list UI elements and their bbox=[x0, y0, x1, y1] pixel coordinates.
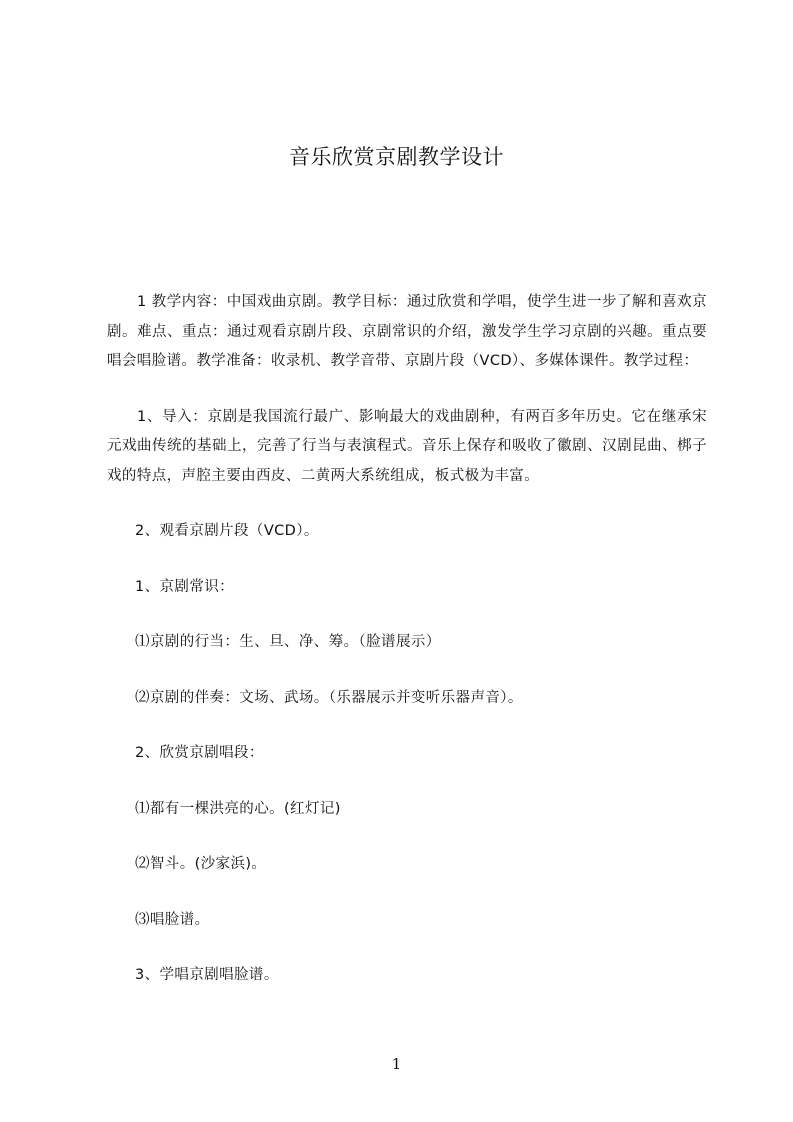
paragraph-teaching-plan: 1 教学内容：中国戏曲京剧。教学目标：通过欣赏和学唱，使学生进一步了解和喜欢京剧。难点、重点：通过观看京剧片段、京剧常识的介绍，激发学生学习京剧的兴趣。重点要唱会唱脸谱。教学准备：收录机、教学音带、京剧片段（VCD）、多媒体课件。教学过程： bbox=[107, 294, 707, 369]
list-item-learn-singing: 3、学唱京剧唱脸谱。 bbox=[135, 967, 279, 983]
list-item-aria-changlianpu: ⑶唱脸谱。 bbox=[135, 911, 210, 928]
list-item-roles: ⑴京剧的行当：生、旦、净、筹。（脸谱展示） bbox=[135, 634, 441, 650]
list-item-aria-zhidou: ⑵智斗。(沙家浜)。 bbox=[135, 856, 267, 872]
paragraph-introduction: 1、导入：京剧是我国流行最广、影响最大的戏曲剧种，有两百多年历史。它在继承宋元戏曲传统的基础上，完善了行当与表演程式。音乐上保存和吸收了徽剧、汉剧昆曲、梆子戏的特点，声腔主要由西皮、二黄两大系统组成，板式极为丰富。 bbox=[107, 408, 707, 484]
page-number: 1 bbox=[391, 1055, 402, 1073]
list-item-opera-knowledge: 1、京剧常识： bbox=[135, 578, 235, 595]
document-body bbox=[107, 288, 707, 1017]
list-item-appreciate-arias: 2、欣赏京剧唱段： bbox=[135, 745, 264, 761]
list-item-accompaniment: ⑵京剧的伴奏：文场、武场。（乐器展示并变听乐器声音）。 bbox=[135, 689, 523, 706]
list-item-aria-hongdengji: ⑴都有一棵洪亮的心。(红灯记) bbox=[135, 800, 341, 817]
list-item-watch-clip: 2、观看京剧片段（VCD）。 bbox=[135, 523, 319, 539]
document-title: 音乐欣赏京剧教学设计 bbox=[289, 145, 504, 169]
